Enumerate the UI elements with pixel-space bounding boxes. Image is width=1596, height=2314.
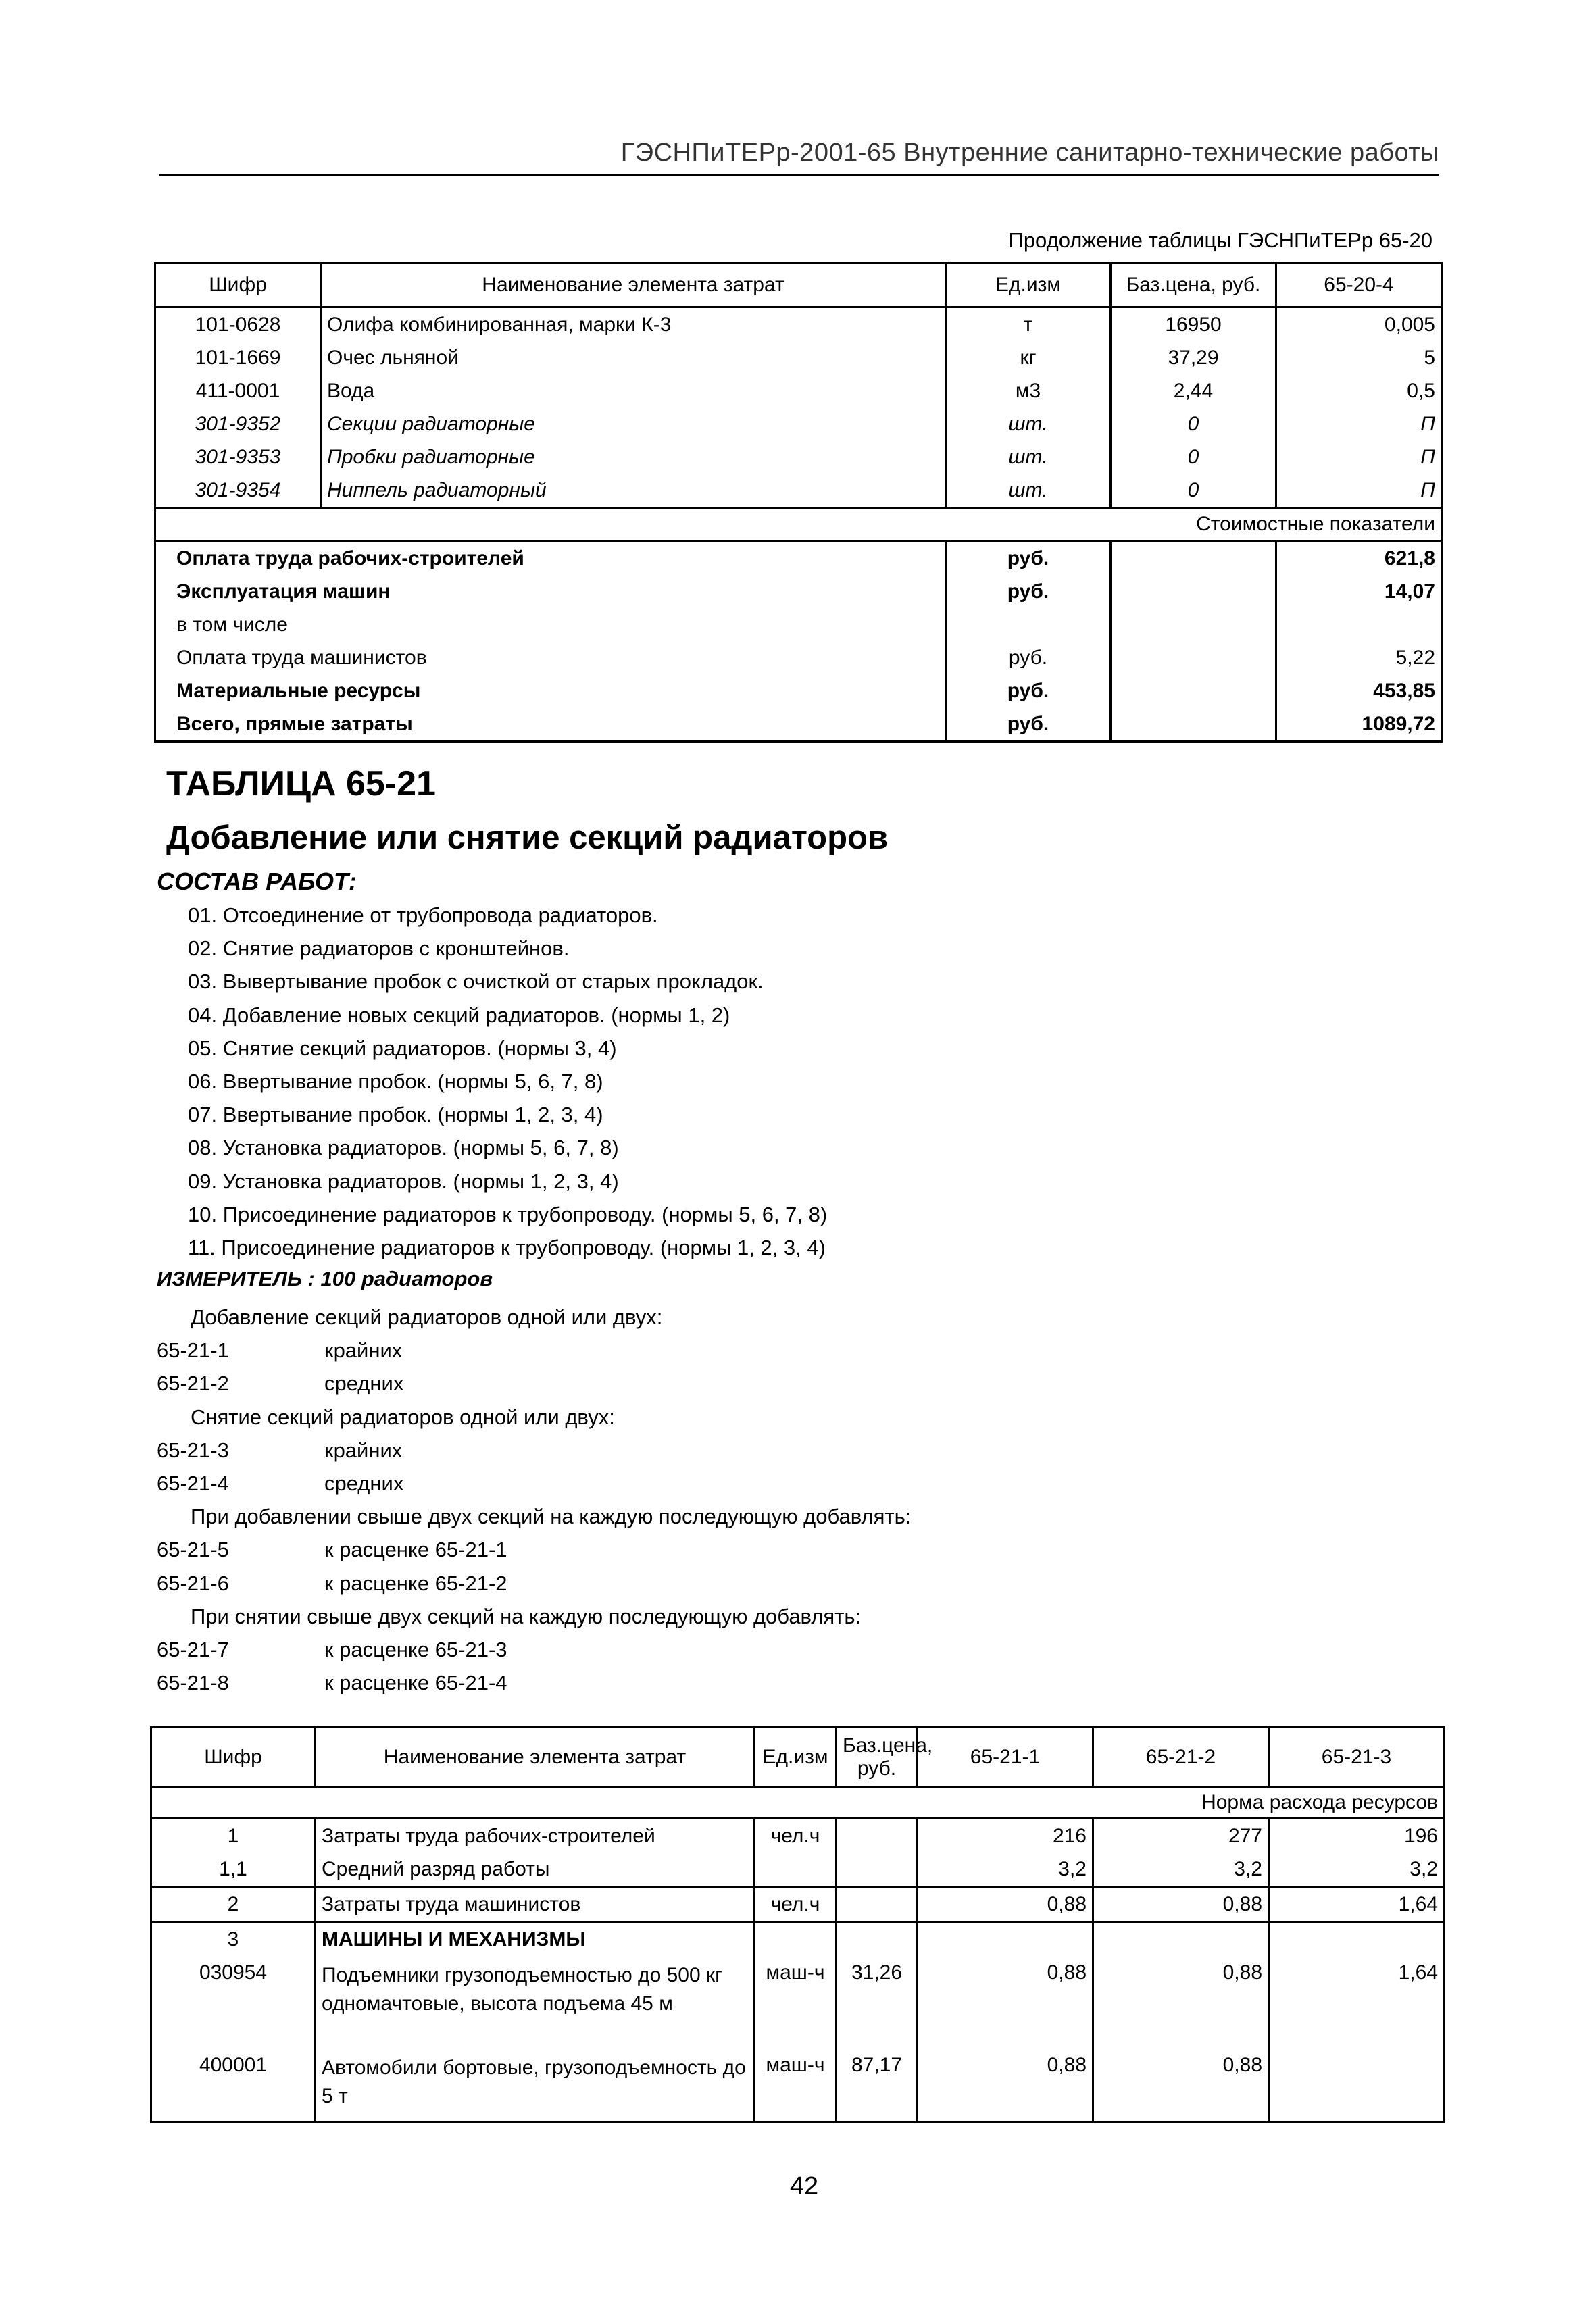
col-header-code: Шифр (151, 1728, 316, 1787)
cost-name: Эксплуатация машин (176, 580, 391, 603)
row-name: Вода (321, 374, 946, 407)
norm-desc: крайних (324, 1438, 403, 1462)
norm-code: 65-21-1 (157, 1338, 229, 1363)
norm-desc: средних (324, 1471, 404, 1495)
cost-value: 453,85 (1276, 674, 1442, 707)
row-value (918, 1922, 1093, 1957)
row-value: 0,88 (1093, 1887, 1269, 1922)
col-header-code: Шифр (155, 263, 321, 307)
norm-desc: крайних (324, 1338, 403, 1363)
row-code: 301-9354 (195, 478, 281, 501)
row-price: 16950 (1111, 307, 1276, 342)
row-value: 0,5 (1276, 374, 1442, 407)
norm-desc: к расценке 65-21-1 (324, 1538, 507, 1562)
cost-value: 1089,72 (1276, 707, 1442, 742)
row-price: 87,17 (837, 2046, 918, 2123)
row-name: Средний разряд работы (316, 1853, 755, 1887)
row-name: Пробки радиаторные (321, 441, 946, 474)
norm-item (157, 1633, 1035, 1666)
table-subtitle: Добавление или снятие секций радиаторов (166, 820, 889, 856)
cost-row (155, 541, 1442, 576)
cost-unit (946, 608, 1111, 641)
row-value: 3,2 (918, 1853, 1093, 1887)
table-row (151, 1819, 1445, 1853)
list-item: 08. Установка радиаторов. (нормы 5, 6, 7, 8) (188, 1136, 619, 1160)
row-code: 2 (151, 1887, 316, 1922)
row-price (837, 1819, 918, 1853)
row-value: 196 (1269, 1819, 1445, 1853)
page-number: 42 (789, 2172, 819, 2200)
row-unit: т (946, 307, 1111, 342)
norm-code: 65-21-6 (157, 1571, 229, 1595)
list-item: 11. Присоединение радиаторов к трубопроводу. (нормы 1, 2, 3, 4) (188, 1235, 826, 1259)
section-row (151, 1787, 1445, 1819)
table-row (155, 474, 1442, 508)
list-item: 05. Снятие секций радиаторов. (нормы 3, 4) (188, 1036, 617, 1060)
row-unit: маш-ч (755, 2046, 837, 2123)
row-unit: кг (946, 341, 1111, 374)
row-name: МАШИНЫ И МЕХАНИЗМЫ (316, 1922, 755, 1957)
table-row (155, 307, 1442, 342)
row-code: 101-1669 (195, 346, 281, 369)
row-value (1093, 1922, 1269, 1957)
table-row (151, 1853, 1445, 1887)
row-value: П (1276, 474, 1442, 508)
table-row (151, 1956, 1445, 2046)
row-price: 0 (1111, 441, 1276, 474)
col-header-norm-2: 65-21-2 (1093, 1728, 1269, 1787)
norm-group-heading: Добавление секций радиаторов одной или двух: (191, 1305, 663, 1329)
row-unit (755, 1853, 837, 1887)
section-row (155, 508, 1442, 541)
row-price: 37,29 (1111, 341, 1276, 374)
norm-code: 65-21-7 (157, 1637, 229, 1661)
cost-value: 14,07 (1276, 575, 1442, 608)
cost-unit: руб. (946, 575, 1111, 608)
cost-unit: руб. (946, 641, 1111, 674)
cost-name: Оплата труда машинистов (176, 646, 427, 669)
table-continuation-label: Продолжение таблицы ГЭСНПиТЕРр 65-20 (1008, 228, 1432, 252)
norm-code: 65-21-8 (157, 1671, 229, 1695)
norms-list (157, 1301, 1035, 1699)
table-header-row (155, 263, 1442, 307)
section-label: Норма расхода ресурсов (151, 1787, 1445, 1819)
norm-desc: к расценке 65-21-4 (324, 1671, 507, 1695)
cost-name: в том числе (176, 613, 288, 636)
row-unit: м3 (946, 374, 1111, 407)
row-name: Олифа комбинированная, марки К-3 (321, 307, 946, 342)
row-unit: шт. (946, 441, 1111, 474)
norm-code: 65-21-3 (157, 1438, 229, 1462)
norm-item (157, 1434, 1035, 1467)
composition-heading: СОСТАВ РАБОТ: (157, 867, 357, 895)
cost-name: Всего, прямые затраты (176, 712, 413, 735)
list-item: 10. Присоединение радиаторов к трубопроводу. (нормы 5, 6, 7, 8) (188, 1202, 828, 1226)
running-header: ГЭСНПиТЕРр-2001-65 Внутренние санитарно-технические работы (620, 139, 1439, 167)
row-name: Очес льняной (321, 341, 946, 374)
col-header-unit: Ед.изм (755, 1728, 837, 1787)
norm-desc: к расценке 65-21-3 (324, 1637, 507, 1661)
norm-code: 65-21-5 (157, 1538, 229, 1562)
row-value: 0,88 (1093, 1956, 1269, 2046)
table-65-21-resources (150, 1726, 1445, 2123)
row-name: Секции радиаторные (321, 407, 946, 441)
row-value (1269, 2046, 1445, 2123)
list-item: 03. Вывертывание пробок с очисткой от старых прокладок. (188, 970, 764, 994)
row-value: 1,64 (1269, 1956, 1445, 2046)
row-value: П (1276, 441, 1442, 474)
measure-line (157, 1267, 493, 1291)
row-value: 3,2 (1269, 1853, 1445, 1887)
works-list (188, 899, 827, 1264)
table-row (155, 407, 1442, 441)
row-value: 0,88 (918, 1956, 1093, 2046)
row-code: 1 (227, 1824, 239, 1847)
measure-label: ИЗМЕРИТЕЛЬ : (157, 1267, 315, 1290)
table-row (155, 374, 1442, 407)
row-code: 1,1 (151, 1853, 316, 1887)
cost-row (155, 575, 1442, 608)
row-name: Ниппель радиаторный (321, 474, 946, 508)
table-header-row (151, 1728, 1445, 1787)
list-item: 01. Отсоединение от трубопровода радиаторов. (188, 903, 658, 927)
norm-item (157, 1533, 1035, 1566)
row-value: П (1276, 407, 1442, 441)
cost-value: 621,8 (1276, 541, 1442, 576)
col-header-name: Наименование элемента затрат (321, 263, 946, 307)
norm-group-heading: Снятие секций радиаторов одной или двух: (191, 1405, 615, 1429)
measure-value: 100 радиаторов (320, 1267, 493, 1290)
col-header-norm: 65-20-4 (1276, 263, 1442, 307)
row-unit: чел.ч (755, 1819, 837, 1853)
norm-item (157, 1367, 1035, 1400)
row-code: 301-9352 (195, 412, 281, 435)
row-code: 400001 (199, 2054, 268, 2076)
list-item: 07. Ввертывание пробок. (нормы 1, 2, 3, 4) (188, 1103, 603, 1127)
norm-desc: к расценке 65-21-2 (324, 1571, 507, 1595)
row-unit: шт. (946, 474, 1111, 508)
norm-item (157, 1467, 1035, 1500)
col-header-name: Наименование элемента затрат (316, 1728, 755, 1787)
row-code: 411-0001 (195, 379, 280, 402)
norm-group-heading: При добавлении свыше двух секций на каждую последующую добавлять: (191, 1505, 912, 1529)
list-item: 04. Добавление новых секций радиаторов. (нормы 1, 2) (188, 1003, 730, 1027)
col-header-price: Баз.цена, руб. (1111, 263, 1276, 307)
norm-code: 65-21-4 (157, 1471, 229, 1495)
row-value: 0,88 (918, 1887, 1093, 1922)
row-value: 5 (1276, 341, 1442, 374)
row-unit: чел.ч (755, 1887, 837, 1922)
header-rule (159, 174, 1439, 176)
row-name: Затраты труда машинистов (316, 1887, 755, 1922)
row-value: 1,64 (1269, 1887, 1445, 1922)
row-price: 0 (1111, 407, 1276, 441)
norm-group-heading: При снятии свыше двух секций на каждую последующую добавлять: (191, 1604, 862, 1628)
cost-value (1276, 608, 1442, 641)
row-price (837, 1922, 918, 1957)
norm-item (157, 1567, 1035, 1600)
row-value: 277 (1093, 1819, 1269, 1853)
table-row (151, 2046, 1445, 2123)
row-code: 301-9353 (195, 445, 281, 468)
row-code: 101-0628 (195, 313, 281, 336)
row-name: Автомобили бортовые, грузоподъемность до 5 т (316, 2046, 755, 2123)
row-name: Подъемники грузоподъемностью до 500 кг одномачтовые, высота подъема 45 м (316, 1956, 755, 2046)
list-item: 06. Ввертывание пробок. (нормы 5, 6, 7, 8) (188, 1069, 603, 1093)
row-value (1269, 1922, 1445, 1957)
cost-name: Оплата труда рабочих-строителей (176, 547, 524, 570)
norm-item (157, 1666, 1035, 1699)
row-price (837, 1887, 918, 1922)
table-title: ТАБЛИЦА 65-21 (166, 764, 436, 803)
row-code: 3 (227, 1928, 239, 1951)
cost-unit: руб. (946, 707, 1111, 742)
row-value: 3,2 (1093, 1853, 1269, 1887)
row-unit: маш-ч (755, 1956, 837, 2046)
cost-row (155, 608, 1442, 641)
norm-item (157, 1334, 1035, 1367)
cost-name: Материальные ресурсы (176, 679, 421, 702)
col-header-norm-3: 65-21-3 (1269, 1728, 1445, 1787)
row-name: Затраты труда рабочих-строителей (316, 1819, 755, 1853)
row-value: 0,005 (1276, 307, 1442, 342)
table-row (151, 1922, 1445, 1957)
row-unit (755, 1922, 837, 1957)
norm-code: 65-21-2 (157, 1372, 229, 1396)
col-header-norm-1: 65-21-1 (918, 1728, 1093, 1787)
cost-unit: руб. (946, 541, 1111, 576)
cost-row (155, 707, 1442, 742)
row-value: 216 (918, 1819, 1093, 1853)
cost-row (155, 641, 1442, 674)
table-row (151, 1887, 1445, 1922)
row-price: 2,44 (1111, 374, 1276, 407)
cost-row (155, 674, 1442, 707)
row-price: 31,26 (837, 1956, 918, 2046)
row-unit: шт. (946, 407, 1111, 441)
row-code: 030954 (199, 1961, 268, 1984)
col-header-price: Баз.цена, руб. (837, 1728, 918, 1787)
col-header-unit: Ед.изм (946, 263, 1111, 307)
row-price (837, 1853, 918, 1887)
section-label: Стоимостные показатели (155, 508, 1442, 541)
table-row (155, 441, 1442, 474)
row-value: 0,88 (918, 2046, 1093, 2123)
norm-desc: средних (324, 1372, 404, 1396)
table-65-20-continuation (154, 262, 1443, 743)
cost-unit: руб. (946, 674, 1111, 707)
row-value: 0,88 (1093, 2046, 1269, 2123)
table-row (155, 341, 1442, 374)
list-item: 09. Установка радиаторов. (нормы 1, 2, 3, 4) (188, 1169, 619, 1193)
row-price: 0 (1111, 474, 1276, 508)
list-item: 02. Снятие радиаторов с кронштейнов. (188, 936, 570, 961)
cost-value: 5,22 (1276, 641, 1442, 674)
